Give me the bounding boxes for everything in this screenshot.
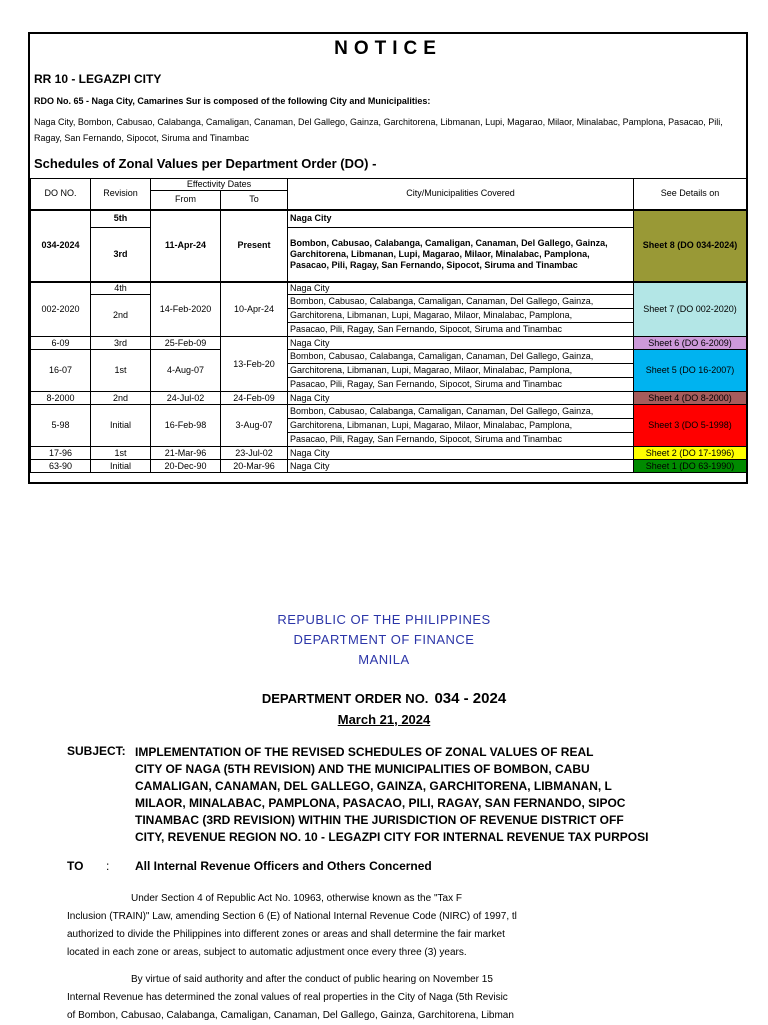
sheet-link[interactable]: Sheet 4 (DO 8-2000) <box>634 392 747 405</box>
covered-areas: Bombon, Cabusao, Calabanga, Camaligan, Canaman, Del Gallego, Gainza, <box>288 405 634 419</box>
do-number: 6-09 <box>31 337 91 350</box>
effective-from: 21-Mar-96 <box>151 447 221 460</box>
covered-areas: Pasacao, Pili, Ragay, San Fernando, Sipocot, Siruma and Tinambac <box>288 378 634 392</box>
department-order-heading <box>0 690 768 707</box>
effective-from: 24-Jul-02 <box>151 392 221 405</box>
subject-line: CAMALIGAN, CANAMAN, DEL GALLEGO, GAINZA, GARCHITORENA, LIBMANAN, L <box>135 779 612 793</box>
sheet-link[interactable]: Sheet 2 (DO 17-1996) <box>634 447 747 460</box>
header-to: To <box>221 191 288 210</box>
effective-to: Present <box>221 210 288 282</box>
covered-areas: Garchitorena, Libmanan, Lupi, Magarao, Milaor, Minalabac, Pamplona, <box>288 419 634 433</box>
header-revision: Revision <box>91 179 151 210</box>
sheet-link[interactable]: Sheet 1 (DO 63-1990) <box>634 460 747 473</box>
covered-areas: Naga City <box>288 282 634 295</box>
do-number: 8-2000 <box>31 392 91 405</box>
letterhead <box>0 610 768 670</box>
effective-to: 20-Mar-96 <box>221 460 288 473</box>
letterhead-republic: REPUBLIC OF THE PHILIPPINES <box>277 612 491 627</box>
revision: 3rd <box>91 337 151 350</box>
revision: 1st <box>91 447 151 460</box>
subject-label: SUBJECT: <box>67 744 126 758</box>
body-paragraph <box>67 971 575 1025</box>
effective-from: 20-Dec-90 <box>151 460 221 473</box>
to-recipients: All Internal Revenue Officers and Others Concerned <box>135 859 432 873</box>
effective-from: 25-Feb-09 <box>151 337 221 350</box>
body-paragraph <box>67 890 575 962</box>
effective-to: 3-Aug-07 <box>221 405 288 447</box>
header-from: From <box>151 191 221 210</box>
rdo-description: RDO No. 65 - Naga City, Camarines Sur is composed of the following City and Municipalities: <box>34 96 431 106</box>
revision: 3rd <box>91 228 151 282</box>
sheet-link[interactable]: Sheet 6 (DO 6-2009) <box>634 337 747 350</box>
revision: 5th <box>91 210 151 228</box>
municipalities-list: Naga City, Bombon, Cabusao, Calabanga, Camaligan, Canaman, Del Gallego, Gainza, Garchitorena, Libmanan, Lupi, Magarao, Milaor, Minalabac, Pamplona, Pasacao, Pili, Ragay, San Fernando, Sipocot, Siruma and Tinambac <box>34 117 723 143</box>
do-date: March 21, 2024 <box>337 712 431 727</box>
letterhead-department: DEPARTMENT OF FINANCE <box>293 632 475 647</box>
table-row <box>31 392 747 405</box>
paragraph-line: By virtue of said authority and after the conduct of public hearing on November 15 <box>131 974 493 985</box>
revision: 2nd <box>91 295 151 337</box>
do-number: 17-96 <box>31 447 91 460</box>
table-row <box>31 337 747 350</box>
table-row <box>31 405 747 419</box>
sheet-link[interactable]: Sheet 5 (DO 16-2007) <box>634 350 747 392</box>
do-number: 5-98 <box>31 405 91 447</box>
schedules-title: Schedules of Zonal Values per Department Order (DO) - <box>34 156 377 171</box>
table-row <box>31 350 747 364</box>
effective-to: 23-Jul-02 <box>221 447 288 460</box>
covered-areas: Bombon, Cabusao, Calabanga, Camaligan, Canaman, Del Gallego, Gainza, <box>288 350 634 364</box>
do-number-value: 034 - 2024 <box>434 690 507 707</box>
paragraph-line: Under Section 4 of Republic Act No. 10963, otherwise known as the "Tax F <box>131 893 462 904</box>
covered-areas: Pasacao, Pili, Ragay, San Fernando, Sipocot, Siruma and Tinambac <box>288 433 634 447</box>
effective-from: 4-Aug-07 <box>151 350 221 392</box>
subject-line: CITY, REVENUE REGION NO. 10 - LEGAZPI CITY FOR INTERNAL REVENUE TAX PURPOSI <box>135 830 649 844</box>
notice-title: NOTICE <box>334 38 442 59</box>
subject-text <box>135 744 649 846</box>
paragraph-line: of Bombon, Cabusao, Calabanga, Camaligan, Canaman, Del Gallego, Gainza, Garchitorena, Libman <box>67 1010 514 1021</box>
covered-areas: Garchitorena, Libmanan, Lupi, Magarao, Milaor, Minalabac, Pamplona, <box>288 364 634 378</box>
effective-to: 10-Apr-24 <box>221 282 288 337</box>
covered-areas: Naga City <box>288 210 634 228</box>
covered-areas: Bombon, Cabusao, Calabanga, Camaligan, Canaman, Del Gallego, Gainza, Garchitorena, Libmanan, Lupi, Magarao, Milaor, Minalabac, Pamplona, Pasacao, Pili, Ragay, San Fernando, Sipocot, Siruma and Tinambac <box>288 228 634 282</box>
table-row <box>31 460 747 473</box>
to-colon: : <box>106 859 110 873</box>
revision: 4th <box>91 282 151 295</box>
paragraph-line: located in each zone or areas, subject to automatic adjustment once every three (3) years. <box>67 947 467 958</box>
do-number: 63-90 <box>31 460 91 473</box>
do-label: DEPARTMENT ORDER NO. <box>261 691 429 706</box>
sheet-link[interactable]: Sheet 3 (DO 5-1998) <box>634 405 747 447</box>
header-effectivity: Effectivity Dates <box>151 179 288 191</box>
do-number: 034-2024 <box>31 210 91 282</box>
to-label: TO <box>67 859 84 873</box>
revision: Initial <box>91 460 151 473</box>
sheet-link[interactable]: Sheet 8 (DO 034-2024) <box>634 210 747 282</box>
covered-areas: Garchitorena, Libmanan, Lupi, Magarao, Milaor, Minalabac, Pamplona, <box>288 309 634 323</box>
header-covered: City/Municipalities Covered <box>288 179 634 210</box>
sheet-link[interactable]: Sheet 7 (DO 002-2020) <box>634 282 747 337</box>
subject-line: CITY OF NAGA (5TH REVISION) AND THE MUNICIPALITIES OF BOMBON, CABU <box>135 762 590 776</box>
table-row <box>31 210 747 228</box>
covered-areas: Naga City <box>288 337 634 350</box>
revision: Initial <box>91 405 151 447</box>
table-row <box>31 282 747 295</box>
effective-from: 11-Apr-24 <box>151 210 221 282</box>
effective-to: 13-Feb-20 <box>221 337 288 392</box>
notice-box <box>28 32 748 484</box>
covered-areas: Bombon, Cabusao, Calabanga, Camaligan, Canaman, Del Gallego, Gainza, <box>288 295 634 309</box>
table-header-row <box>31 179 747 191</box>
revenue-region-label: RR 10 - LEGAZPI CITY <box>34 72 162 86</box>
effective-from: 16-Feb-98 <box>151 405 221 447</box>
do-number: 16-07 <box>31 350 91 392</box>
do-number: 002-2020 <box>31 282 91 337</box>
effective-from: 14-Feb-2020 <box>151 282 221 337</box>
header-details: See Details on <box>634 179 747 210</box>
subject-line: TINAMBAC (3RD REVISION) WITHIN THE JURISDICTION OF REVENUE DISTRICT OFF <box>135 813 624 827</box>
covered-areas: Pasacao, Pili, Ragay, San Fernando, Sipocot, Siruma and Tinambac <box>288 323 634 337</box>
paragraph-line: Inclusion (TRAIN)" Law, amending Section 6 (E) of National Internal Revenue Code (NIRC) of 1997, tl <box>67 911 517 922</box>
table-row <box>31 447 747 460</box>
paragraph-line: Internal Revenue has determined the zonal values of real properties in the City of Naga (5th Revisic <box>67 992 508 1003</box>
covered-areas: Naga City <box>288 447 634 460</box>
subject-line: MILAOR, MINALABAC, PAMPLONA, PASACAO, PILI, RAGAY, SAN FERNANDO, SIPOC <box>135 796 626 810</box>
covered-areas: Naga City <box>288 460 634 473</box>
header-do-no: DO NO. <box>31 179 91 210</box>
letterhead-city: MANILA <box>358 652 410 667</box>
zonal-values-table <box>30 178 747 473</box>
effective-to: 24-Feb-09 <box>221 392 288 405</box>
covered-areas: Naga City <box>288 392 634 405</box>
revision: 2nd <box>91 392 151 405</box>
paragraph-line: authorized to divide the Philippines into different zones or areas and shall determine the fair market <box>67 929 505 940</box>
revision: 1st <box>91 350 151 392</box>
subject-line: IMPLEMENTATION OF THE REVISED SCHEDULES OF ZONAL VALUES OF REAL <box>135 745 594 759</box>
